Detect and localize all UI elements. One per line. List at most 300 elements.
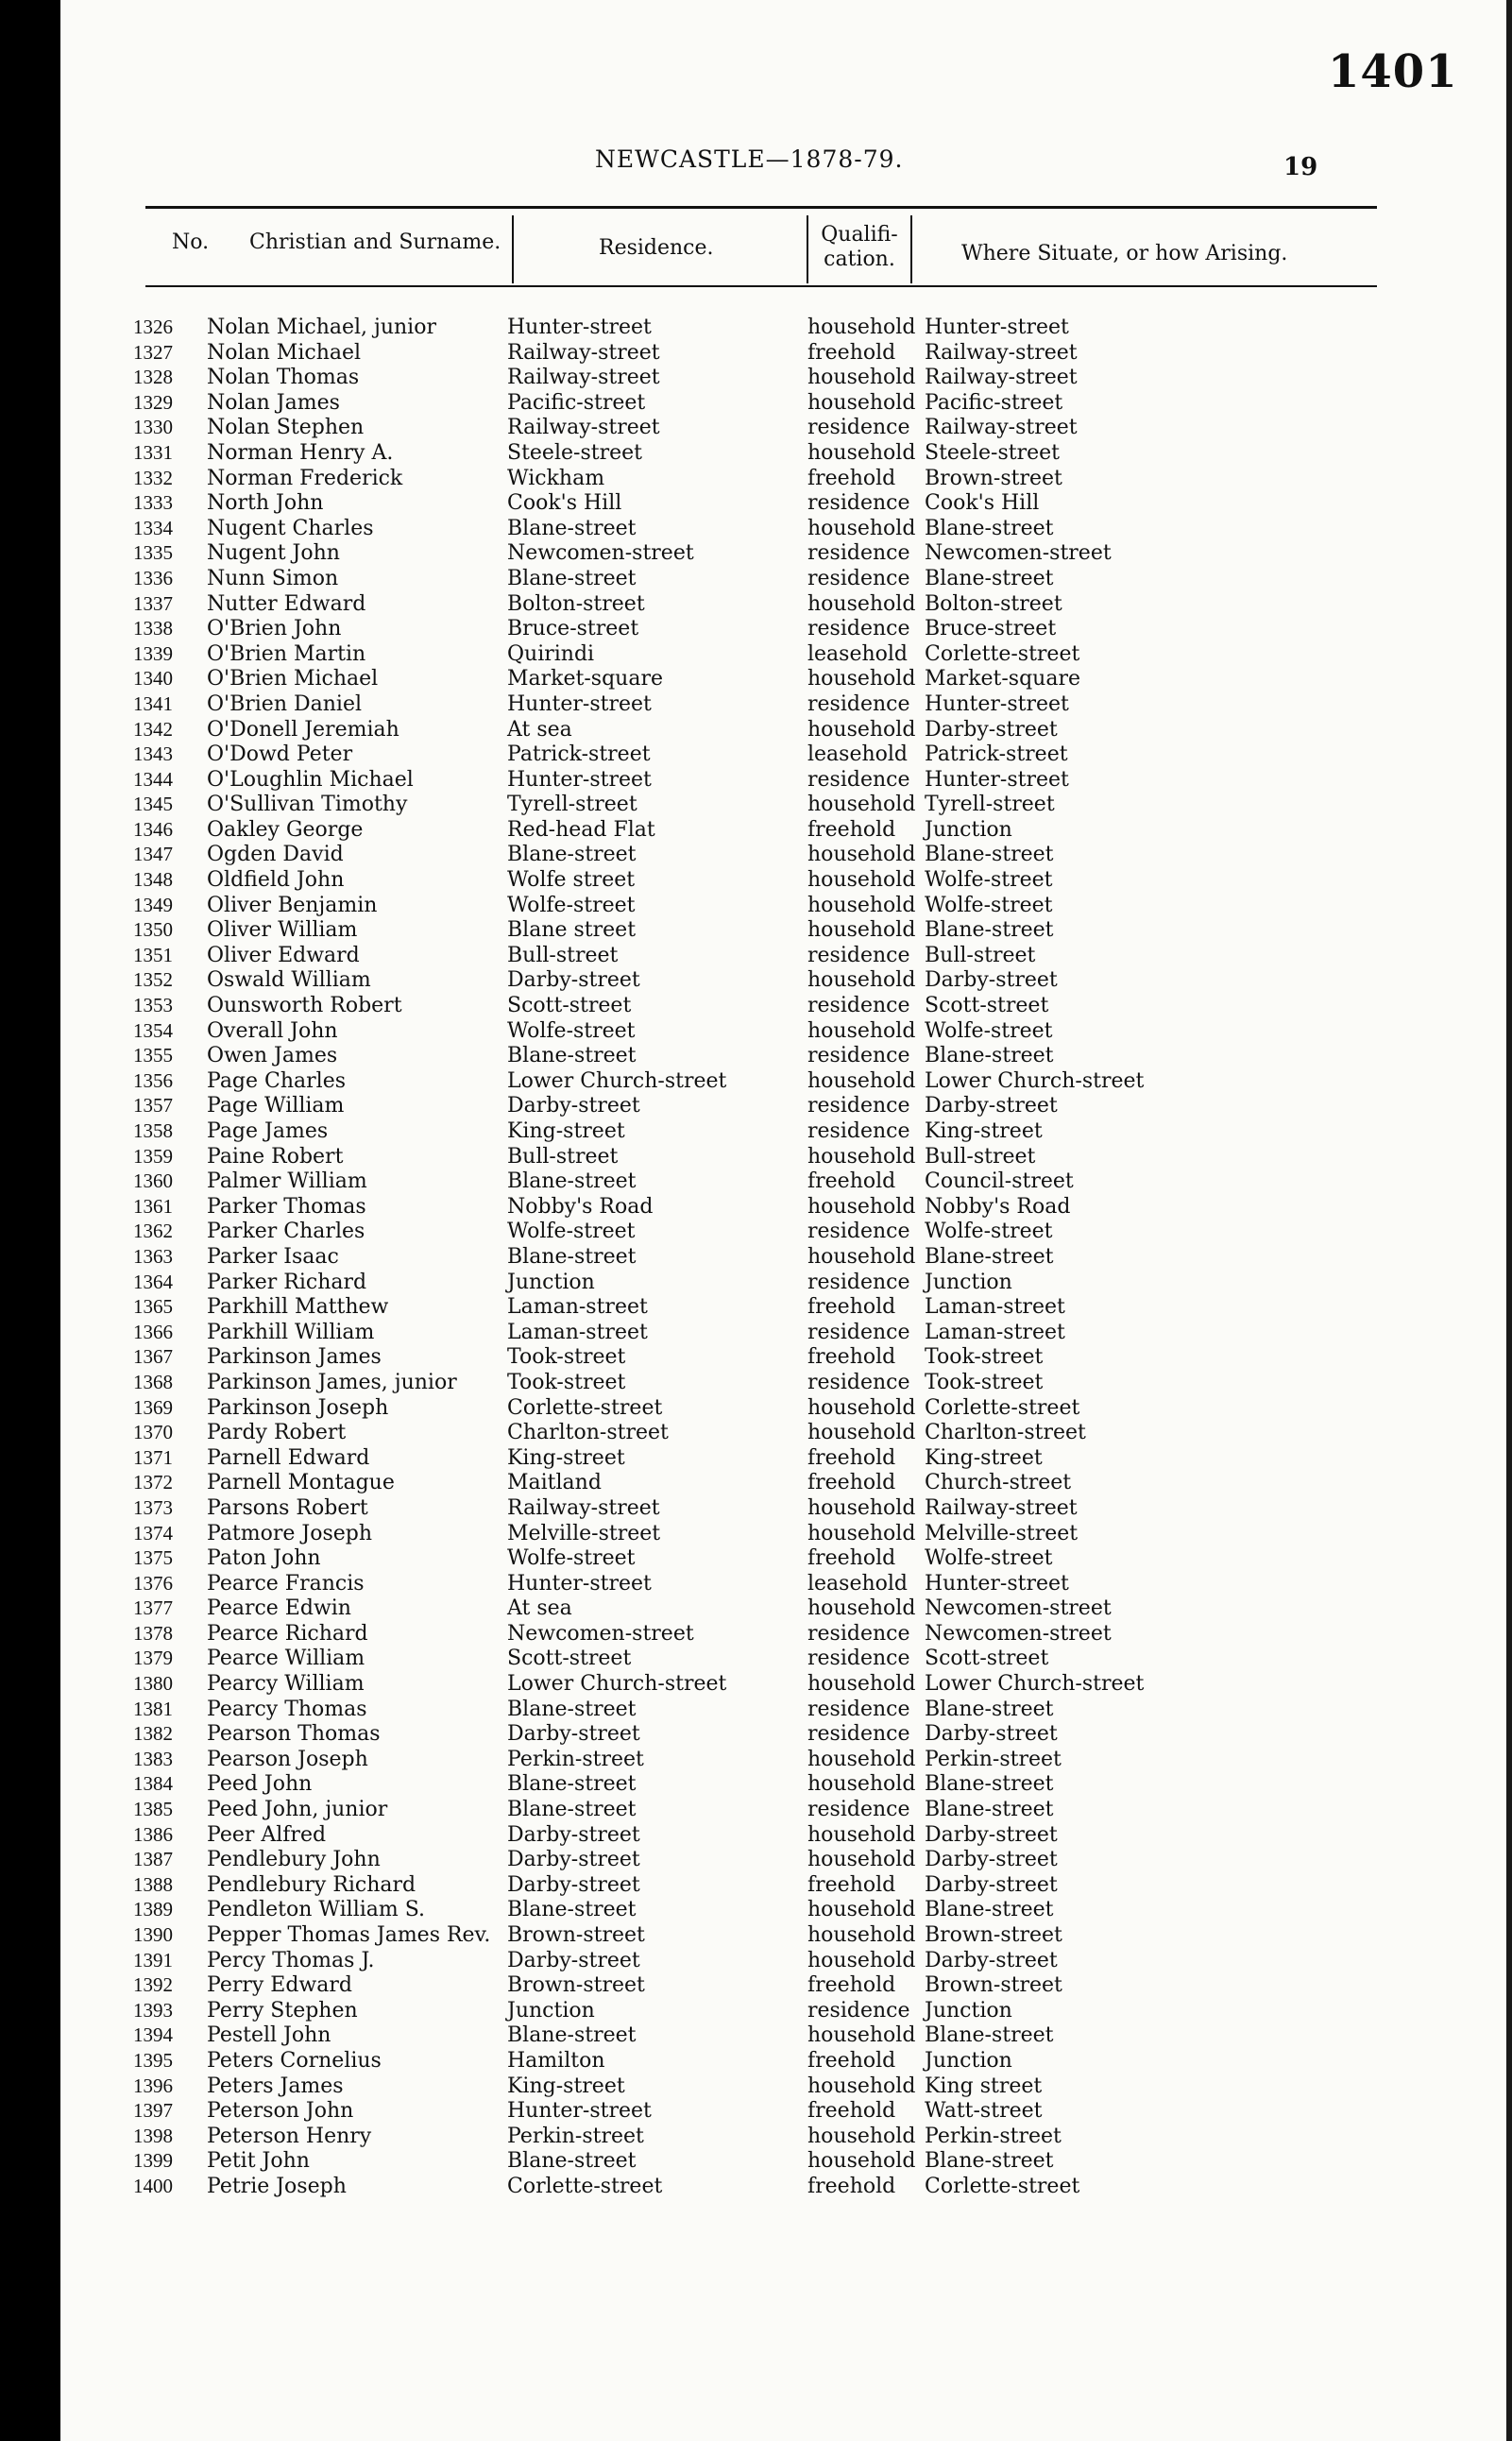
entry-qualification: household — [807, 2023, 916, 2048]
entry-number: 1393 — [133, 1998, 173, 2022]
entry-number: 1400 — [133, 2174, 173, 2197]
entry-name: Pearson Joseph — [207, 1747, 368, 1771]
table-row — [60, 1772, 1512, 1798]
entry-where-situate: Market-square — [925, 667, 1080, 691]
entry-residence: Darby-street — [507, 1822, 640, 1847]
entry-where-situate: Hunter-street — [925, 767, 1069, 792]
entry-number: 1392 — [133, 1973, 173, 1997]
table-row — [60, 944, 1512, 969]
table-row — [60, 1973, 1512, 1999]
entry-name: Pepper Thomas James Rev. — [207, 1923, 491, 1947]
entry-name: Norman Henry A. — [207, 440, 394, 465]
entry-qualification: freehold — [807, 1295, 896, 1320]
entry-residence: Perkin-street — [507, 2124, 644, 2148]
entry-number: 1376 — [133, 1571, 173, 1595]
entry-qualification: household — [807, 1521, 916, 1545]
entry-residence: Tyrell-street — [507, 793, 637, 817]
table-row — [60, 994, 1512, 1019]
entry-qualification: household — [807, 717, 916, 742]
entry-residence: Junction — [507, 1270, 595, 1294]
entry-qualification: residence — [807, 1798, 910, 1822]
entry-number: 1365 — [133, 1295, 173, 1319]
entry-name: Parker Isaac — [207, 1244, 339, 1269]
entry-where-situate: Lower Church-street — [925, 1068, 1145, 1093]
table-row — [60, 467, 1512, 492]
entry-name: Parkinson Joseph — [207, 1395, 389, 1420]
entry-qualification: freehold — [807, 1169, 896, 1194]
entry-where-situate: Blane-street — [925, 1244, 1054, 1269]
entry-number: 1388 — [133, 1872, 173, 1896]
entry-residence: Red-head Flat — [507, 817, 655, 842]
entry-qualification: freehold — [807, 2048, 896, 2073]
entry-number: 1329 — [133, 390, 173, 414]
entry-where-situate: Blane-street — [925, 1044, 1054, 1068]
entry-qualification: household — [807, 1395, 916, 1420]
entry-where-situate: Brown-street — [925, 1923, 1062, 1947]
entry-qualification: freehold — [807, 340, 896, 365]
entry-qualification: household — [807, 1068, 916, 1093]
entry-number: 1364 — [133, 1270, 173, 1293]
entry-residence: Darby-street — [507, 1094, 640, 1118]
entry-qualification: household — [807, 1848, 916, 1872]
entry-where-situate: Council-street — [925, 1169, 1074, 1194]
table-row — [60, 1245, 1512, 1271]
entry-name: Parker Charles — [207, 1220, 365, 1244]
entry-where-situate: Railway-street — [925, 340, 1078, 365]
entry-number: 1334 — [133, 516, 173, 539]
entry-name: Parker Thomas — [207, 1194, 366, 1219]
header-where: Where Situate, or how Arising. — [961, 242, 1288, 265]
entry-number: 1368 — [133, 1370, 173, 1393]
entries-list — [60, 316, 1512, 2200]
table-row — [60, 1522, 1512, 1547]
entry-where-situate: Blane-street — [925, 1772, 1054, 1797]
entry-residence: Took-street — [507, 1345, 626, 1370]
table-row — [60, 1647, 1512, 1672]
table-row — [60, 843, 1512, 868]
entry-qualification: leasehold — [807, 1571, 909, 1596]
entry-where-situate: Scott-street — [925, 994, 1049, 1018]
entry-residence: King-street — [507, 1119, 625, 1143]
entry-qualification: freehold — [807, 1973, 896, 1998]
entry-number: 1348 — [133, 868, 173, 892]
entry-number: 1385 — [133, 1798, 173, 1821]
table-row — [60, 968, 1512, 994]
entry-number: 1327 — [133, 340, 173, 364]
header-qualification-line1: Qualifi- — [821, 223, 898, 247]
entry-residence: Scott-street — [507, 1647, 632, 1671]
entry-qualification: household — [807, 591, 916, 616]
entry-name: O'Brien Daniel — [207, 691, 363, 716]
entry-qualification: residence — [807, 1697, 910, 1721]
table-row — [60, 743, 1512, 768]
entry-name: Oliver Benjamin — [207, 893, 378, 917]
entry-qualification: residence — [807, 1094, 910, 1118]
entry-name: O'Brien John — [207, 617, 342, 641]
entry-name: Perry Edward — [207, 1973, 352, 1998]
entry-number: 1326 — [133, 316, 173, 338]
entry-qualification: household — [807, 316, 916, 339]
entry-where-situate: Newcomen-street — [925, 1596, 1112, 1621]
entry-residence: Hamilton — [507, 2048, 605, 2073]
entry-number: 1383 — [133, 1747, 173, 1770]
entry-where-situate: Blane-street — [925, 566, 1054, 590]
entry-name: Parker Richard — [207, 1270, 367, 1294]
entry-where-situate: Darby-street — [925, 1848, 1058, 1872]
table-row — [60, 918, 1512, 944]
entry-where-situate: Blane-street — [925, 918, 1054, 943]
entry-qualification: household — [807, 440, 916, 465]
entry-residence: Lower Church-street — [507, 1672, 727, 1697]
table-row — [60, 617, 1512, 642]
entry-number: 1386 — [133, 1822, 173, 1846]
entry-qualification: household — [807, 843, 916, 867]
entry-name: Pendlebury Richard — [207, 1872, 416, 1897]
entry-where-situate: Blane-street — [925, 2023, 1054, 2048]
entry-residence: Market-square — [507, 667, 663, 691]
entry-residence: Darby-street — [507, 1722, 640, 1747]
table-row — [60, 1848, 1512, 1873]
entry-number: 1356 — [133, 1068, 173, 1092]
entry-number: 1391 — [133, 1948, 173, 1972]
entry-residence: Maitland — [507, 1471, 602, 1495]
entry-number: 1342 — [133, 717, 173, 741]
entry-qualification: freehold — [807, 1445, 896, 1470]
entry-residence: Darby-street — [507, 1848, 640, 1872]
entry-name: Peer Alfred — [207, 1822, 327, 1847]
entry-where-situate: Blane-street — [925, 516, 1054, 540]
entry-where-situate: Blane-street — [925, 843, 1054, 867]
table-row — [60, 768, 1512, 794]
entry-qualification: freehold — [807, 1471, 896, 1495]
entry-residence: Brown-street — [507, 1923, 645, 1947]
table-row — [60, 894, 1512, 919]
entry-residence: Wolfe-street — [507, 1546, 636, 1571]
entry-number: 1349 — [133, 893, 173, 916]
entry-name: Pendleton William S. — [207, 1898, 426, 1922]
entry-where-situate: Wolfe-street — [925, 1220, 1053, 1244]
table-row — [60, 491, 1512, 517]
entry-where-situate: Darby-street — [925, 1722, 1058, 1747]
entry-residence: Blane-street — [507, 843, 637, 867]
entry-where-situate: Tyrell-street — [925, 793, 1055, 817]
table-row — [60, 416, 1512, 441]
entry-where-situate: Nobby's Road — [925, 1194, 1071, 1219]
entry-qualification: freehold — [807, 2099, 896, 2124]
entry-residence: Blane-street — [507, 1169, 637, 1194]
entry-qualification: household — [807, 1822, 916, 1847]
entry-qualification: residence — [807, 994, 910, 1018]
entry-qualification: household — [807, 1244, 916, 1269]
entry-qualification: residence — [807, 541, 910, 566]
entry-name: Pearce William — [207, 1647, 365, 1671]
entry-number: 1330 — [133, 416, 173, 439]
table-row — [60, 1596, 1512, 1622]
entry-residence: Cook's Hill — [507, 491, 622, 516]
entry-residence: Wolfe-street — [507, 893, 636, 917]
entry-residence: Hunter-street — [507, 691, 652, 716]
entry-residence: Took-street — [507, 1370, 626, 1394]
entry-where-situate: Charlton-street — [925, 1421, 1086, 1445]
entry-qualification: residence — [807, 1220, 910, 1244]
column-divider-residence — [512, 215, 514, 283]
entry-where-situate: Newcomen-street — [925, 1621, 1112, 1646]
entry-where-situate: Church-street — [925, 1471, 1072, 1495]
entry-where-situate: Took-street — [925, 1370, 1044, 1394]
header-top-rule — [145, 206, 1377, 209]
entry-qualification: residence — [807, 691, 910, 716]
entry-residence: Wolfe-street — [507, 1018, 636, 1043]
table-row — [60, 517, 1512, 542]
entry-where-situate: Hunter-street — [925, 316, 1069, 339]
table-row — [60, 1873, 1512, 1899]
entry-qualification: residence — [807, 416, 910, 440]
table-row — [60, 1698, 1512, 1723]
entry-name: O'Donell Jeremiah — [207, 717, 399, 742]
header-qualification — [812, 223, 907, 272]
entry-name: Pearcy Thomas — [207, 1697, 367, 1721]
entry-number: 1381 — [133, 1697, 173, 1720]
entry-where-situate: Junction — [925, 1998, 1012, 2023]
entry-residence: Railway-street — [507, 416, 660, 440]
entry-where-situate: Railway-street — [925, 416, 1078, 440]
entry-number: 1328 — [133, 366, 173, 389]
entry-name: Page William — [207, 1094, 345, 1118]
entry-qualification: household — [807, 390, 916, 415]
entry-where-situate: Took-street — [925, 1345, 1044, 1370]
entry-number: 1346 — [133, 817, 173, 841]
entry-where-situate: Blane-street — [925, 1697, 1054, 1721]
entry-number: 1374 — [133, 1521, 173, 1545]
entry-name: Nunn Simon — [207, 566, 339, 590]
entry-number: 1395 — [133, 2048, 173, 2072]
table-row — [60, 1169, 1512, 1195]
entry-number: 1394 — [133, 2023, 173, 2047]
entry-where-situate: Wolfe-street — [925, 868, 1053, 893]
entry-residence: Hunter-street — [507, 1571, 652, 1596]
entry-residence: Blane-street — [507, 2149, 637, 2174]
entry-name: Overall John — [207, 1018, 338, 1043]
entry-where-situate: Bruce-street — [925, 617, 1057, 641]
entry-name: Oldfield John — [207, 868, 345, 893]
entry-where-situate: Wolfe-street — [925, 1546, 1053, 1571]
entry-name: O'Loughlin Michael — [207, 767, 414, 792]
table-row — [60, 2149, 1512, 2175]
entry-name: Pestell John — [207, 2023, 331, 2048]
entry-residence: Patrick-street — [507, 743, 651, 767]
entry-qualification: residence — [807, 1370, 910, 1394]
entry-number: 1372 — [133, 1471, 173, 1494]
entry-where-situate: Wolfe-street — [925, 1018, 1053, 1043]
entry-residence: Brown-street — [507, 1973, 645, 1998]
table-row — [60, 1345, 1512, 1371]
entry-name: Parnell Montague — [207, 1471, 395, 1495]
entry-number: 1367 — [133, 1345, 173, 1369]
entry-residence: King-street — [507, 2074, 625, 2098]
entry-where-situate: Railway-street — [925, 1495, 1078, 1520]
entry-name: North John — [207, 491, 324, 516]
table-row — [60, 1321, 1512, 1346]
table-row — [60, 2023, 1512, 2049]
entry-residence: Blane street — [507, 918, 637, 943]
entry-qualification: residence — [807, 566, 910, 590]
table-row — [60, 1195, 1512, 1220]
entry-residence: Darby-street — [507, 1872, 640, 1897]
entry-residence: Nobby's Road — [507, 1194, 654, 1219]
table-row — [60, 793, 1512, 818]
table-row — [60, 1094, 1512, 1119]
entry-qualification: household — [807, 1772, 916, 1797]
table-row — [60, 1019, 1512, 1045]
entry-where-situate: Cook's Hill — [925, 491, 1040, 516]
entry-residence: At sea — [507, 717, 572, 742]
table-row — [60, 1145, 1512, 1170]
entry-residence: Junction — [507, 1998, 595, 2023]
entry-number: 1359 — [133, 1144, 173, 1168]
entry-number: 1373 — [133, 1495, 173, 1519]
register-page — [60, 0, 1512, 2441]
entry-number: 1384 — [133, 1772, 173, 1796]
entry-name: O'Sullivan Timothy — [207, 793, 408, 817]
entry-qualification: residence — [807, 1998, 910, 2023]
table-row — [60, 818, 1512, 844]
entry-number: 1377 — [133, 1596, 173, 1620]
table-row — [60, 1798, 1512, 1823]
entry-residence: Bolton-street — [507, 591, 645, 616]
entry-residence: Railway-street — [507, 340, 660, 365]
entry-number: 1333 — [133, 491, 173, 515]
entry-residence: Blane-street — [507, 1044, 637, 1068]
entry-name: Ounsworth Robert — [207, 994, 402, 1018]
table-row — [60, 1546, 1512, 1572]
entry-name: O'Brien Martin — [207, 641, 366, 666]
entry-where-situate: Darby-street — [925, 1094, 1058, 1118]
entry-number: 1343 — [133, 743, 173, 766]
entry-qualification: residence — [807, 491, 910, 516]
table-row — [60, 1271, 1512, 1296]
table-row — [60, 341, 1512, 367]
table-row — [60, 642, 1512, 668]
entry-name: Peterson John — [207, 2099, 354, 2124]
entry-qualification: household — [807, 1747, 916, 1771]
entry-residence: Blane-street — [507, 566, 637, 590]
column-divider-qualification — [807, 215, 808, 283]
entry-name: Pearce Richard — [207, 1621, 368, 1646]
entry-name: Percy Thomas J. — [207, 1948, 375, 1972]
table-row — [60, 316, 1512, 341]
entry-where-situate: King-street — [925, 1119, 1043, 1143]
entry-name: Petit John — [207, 2149, 310, 2174]
entry-name: Pearson Thomas — [207, 1722, 381, 1747]
header-residence: Residence. — [599, 236, 714, 260]
entry-where-situate: Darby-street — [925, 1872, 1058, 1897]
entry-name: Nolan Michael, junior — [207, 316, 436, 339]
entry-number: 1375 — [133, 1546, 173, 1570]
entry-where-situate: Perkin-street — [925, 1747, 1062, 1771]
table-row — [60, 567, 1512, 592]
entry-name: Parkinson James, junior — [207, 1370, 457, 1394]
entry-qualification: household — [807, 1194, 916, 1219]
entry-where-situate: Bull-street — [925, 1144, 1036, 1169]
entry-residence: Railway-street — [507, 366, 660, 390]
header-no: No. — [172, 230, 210, 254]
entry-residence: Bull-street — [507, 1144, 619, 1169]
entry-where-situate: King-street — [925, 1445, 1043, 1470]
entry-name: Peters James — [207, 2074, 344, 2098]
entry-qualification: leasehold — [807, 743, 909, 767]
entry-number: 1382 — [133, 1722, 173, 1746]
entry-number: 1380 — [133, 1672, 173, 1696]
entry-where-situate: Darby-street — [925, 1822, 1058, 1847]
entry-residence: Lower Church-street — [507, 1068, 727, 1093]
entry-name: Nugent John — [207, 541, 340, 566]
entry-where-situate: Darby-street — [925, 717, 1058, 742]
entry-name: Oswald William — [207, 968, 371, 993]
entry-residence: Newcomen-street — [507, 1621, 694, 1646]
table-row — [60, 1999, 1512, 2024]
entry-qualification: household — [807, 366, 916, 390]
entry-residence: Laman-street — [507, 1295, 648, 1320]
entry-name: Oakley George — [207, 817, 364, 842]
entry-where-situate: Patrick-street — [925, 743, 1068, 767]
entry-name: Peterson Henry — [207, 2124, 372, 2148]
entry-qualification: residence — [807, 767, 910, 792]
entry-qualification: residence — [807, 1722, 910, 1747]
entry-name: Ogden David — [207, 843, 344, 867]
entry-residence: Bruce-street — [507, 617, 639, 641]
table-row — [60, 1119, 1512, 1145]
entry-qualification: household — [807, 793, 916, 817]
entry-residence: Blane-street — [507, 2023, 637, 2048]
entry-where-situate: Watt-street — [925, 2099, 1043, 2124]
entry-qualification: household — [807, 868, 916, 893]
entry-qualification: household — [807, 1672, 916, 1697]
page-number: 19 — [1283, 153, 1318, 181]
table-row — [60, 1446, 1512, 1472]
entry-residence: Blane-street — [507, 1697, 637, 1721]
entry-qualification: household — [807, 2149, 916, 2174]
entry-residence: King-street — [507, 1445, 625, 1470]
entry-residence: Laman-street — [507, 1320, 648, 1344]
entry-number: 1397 — [133, 2099, 173, 2123]
entry-name: Patmore Joseph — [207, 1521, 373, 1545]
entry-number: 1354 — [133, 1018, 173, 1042]
table-row — [60, 1949, 1512, 1974]
table-row — [60, 1748, 1512, 1773]
entry-number: 1379 — [133, 1647, 173, 1670]
entry-number: 1396 — [133, 2074, 173, 2097]
entry-name: Parnell Edward — [207, 1445, 370, 1470]
entry-qualification: residence — [807, 1119, 910, 1143]
table-row — [60, 1396, 1512, 1422]
entry-residence: Wolfe street — [507, 868, 636, 893]
table-row — [60, 366, 1512, 391]
entry-residence: Darby-street — [507, 1948, 640, 1972]
entry-qualification: freehold — [807, 1345, 896, 1370]
entry-where-situate: Bolton-street — [925, 591, 1062, 616]
entry-where-situate: Darby-street — [925, 1948, 1058, 1972]
entry-qualification: residence — [807, 617, 910, 641]
entry-where-situate: Blane-street — [925, 1798, 1054, 1822]
entry-number: 1398 — [133, 2124, 173, 2147]
entry-residence: Darby-street — [507, 968, 640, 993]
entry-number: 1351 — [133, 943, 173, 966]
entry-name: Owen James — [207, 1044, 338, 1068]
entry-residence: Melville-street — [507, 1521, 661, 1545]
entry-residence: Bull-street — [507, 943, 619, 967]
entry-number: 1353 — [133, 994, 173, 1017]
header-qualification-line2: cation. — [824, 248, 895, 271]
